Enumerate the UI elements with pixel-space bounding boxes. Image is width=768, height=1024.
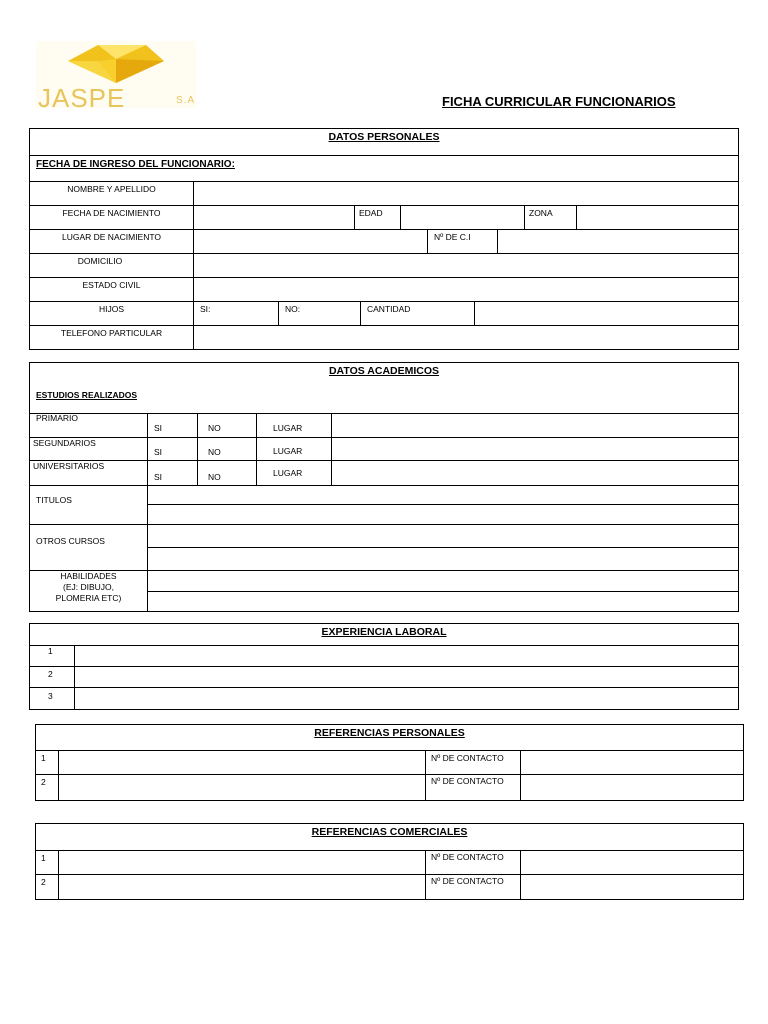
field-otros-cursos[interactable] bbox=[147, 525, 738, 570]
row-universitarios bbox=[30, 460, 738, 485]
field-edad[interactable] bbox=[400, 206, 524, 229]
label-universitarios: UNIVERSITARIOS bbox=[33, 461, 105, 471]
row-estado bbox=[30, 277, 738, 301]
label-no: NO: bbox=[285, 304, 301, 314]
cell-contacto bbox=[425, 751, 520, 774]
row-domicilio bbox=[30, 253, 738, 277]
row-experience-3 bbox=[30, 687, 738, 709]
field-primario-no[interactable] bbox=[197, 414, 256, 437]
field-universitarios-si[interactable] bbox=[147, 461, 197, 485]
section-heading: DATOS ACADEMICOS bbox=[328, 365, 440, 377]
row-number: 1 bbox=[48, 646, 53, 656]
label-titulos: TITULOS bbox=[36, 495, 72, 505]
label-lugar: LUGAR bbox=[273, 423, 303, 433]
field-hijos-si[interactable] bbox=[193, 302, 278, 325]
field-ref-comercial-1[interactable] bbox=[58, 851, 425, 874]
label-si: SI: bbox=[200, 304, 211, 314]
row-telefono bbox=[30, 325, 738, 349]
document-title: FICHA CURRICULAR FUNCIONARIOS bbox=[442, 94, 676, 109]
field-ref-personal-2[interactable] bbox=[58, 775, 425, 800]
section-commercial-references bbox=[35, 823, 744, 900]
row-titulos bbox=[30, 485, 738, 524]
row-experience-2 bbox=[30, 666, 738, 687]
field-titulos[interactable] bbox=[147, 486, 738, 524]
label-no: NO bbox=[208, 472, 221, 482]
cell-zona bbox=[524, 206, 576, 229]
label-lugar: LUGAR bbox=[273, 446, 303, 456]
field-experience-2[interactable] bbox=[74, 667, 738, 687]
field-primario-lugar[interactable] bbox=[331, 414, 738, 437]
row-habilidades bbox=[30, 570, 738, 611]
field-zona[interactable] bbox=[576, 206, 738, 229]
row-nombre bbox=[30, 181, 738, 205]
label-si: SI bbox=[154, 472, 163, 482]
field-ref-comercial-2[interactable] bbox=[58, 875, 425, 899]
row-ref-comercial-2 bbox=[36, 874, 743, 899]
cell-contacto bbox=[425, 875, 520, 899]
label-domicilio: DOMICILIO bbox=[77, 256, 123, 266]
row-ref-personal-2 bbox=[36, 774, 743, 800]
field-segundarios-lugar[interactable] bbox=[331, 438, 738, 460]
cell-ci bbox=[427, 230, 497, 253]
row-otros-cursos bbox=[30, 524, 738, 570]
label-ingreso: FECHA DE INGRESO DEL FUNCIONARIO: bbox=[36, 159, 235, 170]
row-ref-personal-1 bbox=[36, 750, 743, 774]
section-personal-data bbox=[29, 128, 739, 350]
field-lugar[interactable] bbox=[193, 230, 427, 253]
field-estado[interactable] bbox=[193, 278, 738, 301]
cell-cantidad bbox=[360, 302, 474, 325]
label-nombre: NOMBRE Y APELLIDO bbox=[67, 184, 156, 194]
logo-suffix: S.A bbox=[176, 95, 196, 106]
row-lugar bbox=[30, 229, 738, 253]
section-personal-references bbox=[35, 724, 744, 801]
label-edad: EDAD bbox=[359, 208, 383, 218]
field-universitarios-lugar[interactable] bbox=[331, 461, 738, 485]
field-telefono[interactable] bbox=[193, 326, 738, 349]
label-si: SI bbox=[154, 423, 163, 433]
field-ref-personal-1-contacto[interactable] bbox=[520, 751, 743, 774]
field-experience-1[interactable] bbox=[74, 646, 738, 666]
field-ref-comercial-2-contacto[interactable] bbox=[520, 875, 743, 899]
row-hijos bbox=[30, 301, 738, 325]
label-estudios: ESTUDIOS REALIZADOS bbox=[36, 390, 138, 400]
section-heading: REFERENCIAS PERSONALES bbox=[314, 727, 465, 739]
label-contacto: Nº DE CONTACTO bbox=[431, 776, 504, 786]
field-nombre[interactable] bbox=[193, 182, 738, 205]
label-zona: ZONA bbox=[529, 208, 553, 218]
label-nacimiento: FECHA DE NACIMIENTO bbox=[62, 208, 161, 218]
row-primario bbox=[30, 413, 738, 437]
label-contacto: Nº DE CONTACTO bbox=[431, 852, 504, 862]
cell-edad bbox=[354, 206, 400, 229]
label-habilidades-etc: PLOMERIA ETC) bbox=[55, 593, 122, 603]
field-experience-3[interactable] bbox=[74, 688, 738, 709]
label-contacto: Nº DE CONTACTO bbox=[431, 753, 504, 763]
section-academic-data bbox=[29, 362, 739, 612]
row-number: 2 bbox=[41, 777, 46, 787]
row-ref-comercial-1 bbox=[36, 850, 743, 874]
label-telefono: TELEFONO PARTICULAR bbox=[60, 328, 163, 338]
logo-text: JASPE bbox=[38, 83, 126, 108]
row-segundarios bbox=[30, 437, 738, 460]
label-segundarios: SEGUNDARIOS bbox=[33, 438, 96, 448]
field-domicilio[interactable] bbox=[193, 254, 738, 277]
label-contacto: Nº DE CONTACTO bbox=[431, 876, 504, 886]
label-lugar: LUGAR DE NACIMIENTO bbox=[61, 232, 162, 242]
field-habilidades[interactable] bbox=[147, 571, 738, 611]
label-hijos: HIJOS bbox=[98, 304, 125, 314]
field-ref-personal-2-contacto[interactable] bbox=[520, 775, 743, 800]
section-heading: DATOS PERSONALES bbox=[328, 131, 440, 143]
cell-lugar bbox=[256, 414, 331, 437]
label-lugar: LUGAR bbox=[273, 468, 303, 478]
cell-lugar bbox=[256, 461, 331, 485]
label-habilidades-ej: (EJ: DIBUJO, bbox=[62, 582, 114, 592]
row-number: 1 bbox=[41, 753, 46, 763]
row-number: 3 bbox=[48, 691, 53, 701]
label-ci: Nº DE C.I bbox=[434, 232, 471, 242]
section-heading: REFERENCIAS COMERCIALES bbox=[311, 826, 468, 838]
label-estado: ESTADO CIVIL bbox=[82, 280, 141, 290]
row-number: 1 bbox=[41, 853, 46, 863]
field-ci[interactable] bbox=[497, 230, 738, 253]
cell-contacto bbox=[425, 775, 520, 800]
row-ingreso bbox=[30, 155, 738, 181]
label-primario: PRIMARIO bbox=[36, 413, 79, 423]
field-segundarios-no[interactable] bbox=[197, 438, 256, 460]
cell-contacto bbox=[425, 851, 520, 874]
field-hijos-no[interactable] bbox=[278, 302, 360, 325]
row-experience-1 bbox=[30, 645, 738, 666]
field-ref-comercial-1-contacto[interactable] bbox=[520, 851, 743, 874]
company-logo bbox=[36, 41, 196, 108]
label-si: SI bbox=[154, 447, 163, 457]
label-habilidades: HABILIDADES bbox=[60, 571, 117, 581]
field-nacimiento[interactable] bbox=[193, 206, 354, 229]
field-segundarios-si[interactable] bbox=[147, 438, 197, 460]
label-cantidad: CANTIDAD bbox=[367, 304, 411, 314]
section-experience bbox=[29, 623, 739, 710]
label-otros-cursos: OTROS CURSOS bbox=[36, 536, 105, 546]
row-nacimiento bbox=[30, 205, 738, 229]
section-heading: EXPERIENCIA LABORAL bbox=[321, 626, 447, 638]
field-ref-personal-1[interactable] bbox=[58, 751, 425, 774]
field-universitarios-no[interactable] bbox=[197, 461, 256, 485]
cell-lugar bbox=[256, 438, 331, 460]
label-no: NO bbox=[208, 423, 221, 433]
row-number: 2 bbox=[48, 669, 53, 679]
field-primario-si[interactable] bbox=[147, 414, 197, 437]
row-number: 2 bbox=[41, 877, 46, 887]
field-cantidad[interactable] bbox=[474, 302, 738, 325]
label-no: NO bbox=[208, 447, 221, 457]
